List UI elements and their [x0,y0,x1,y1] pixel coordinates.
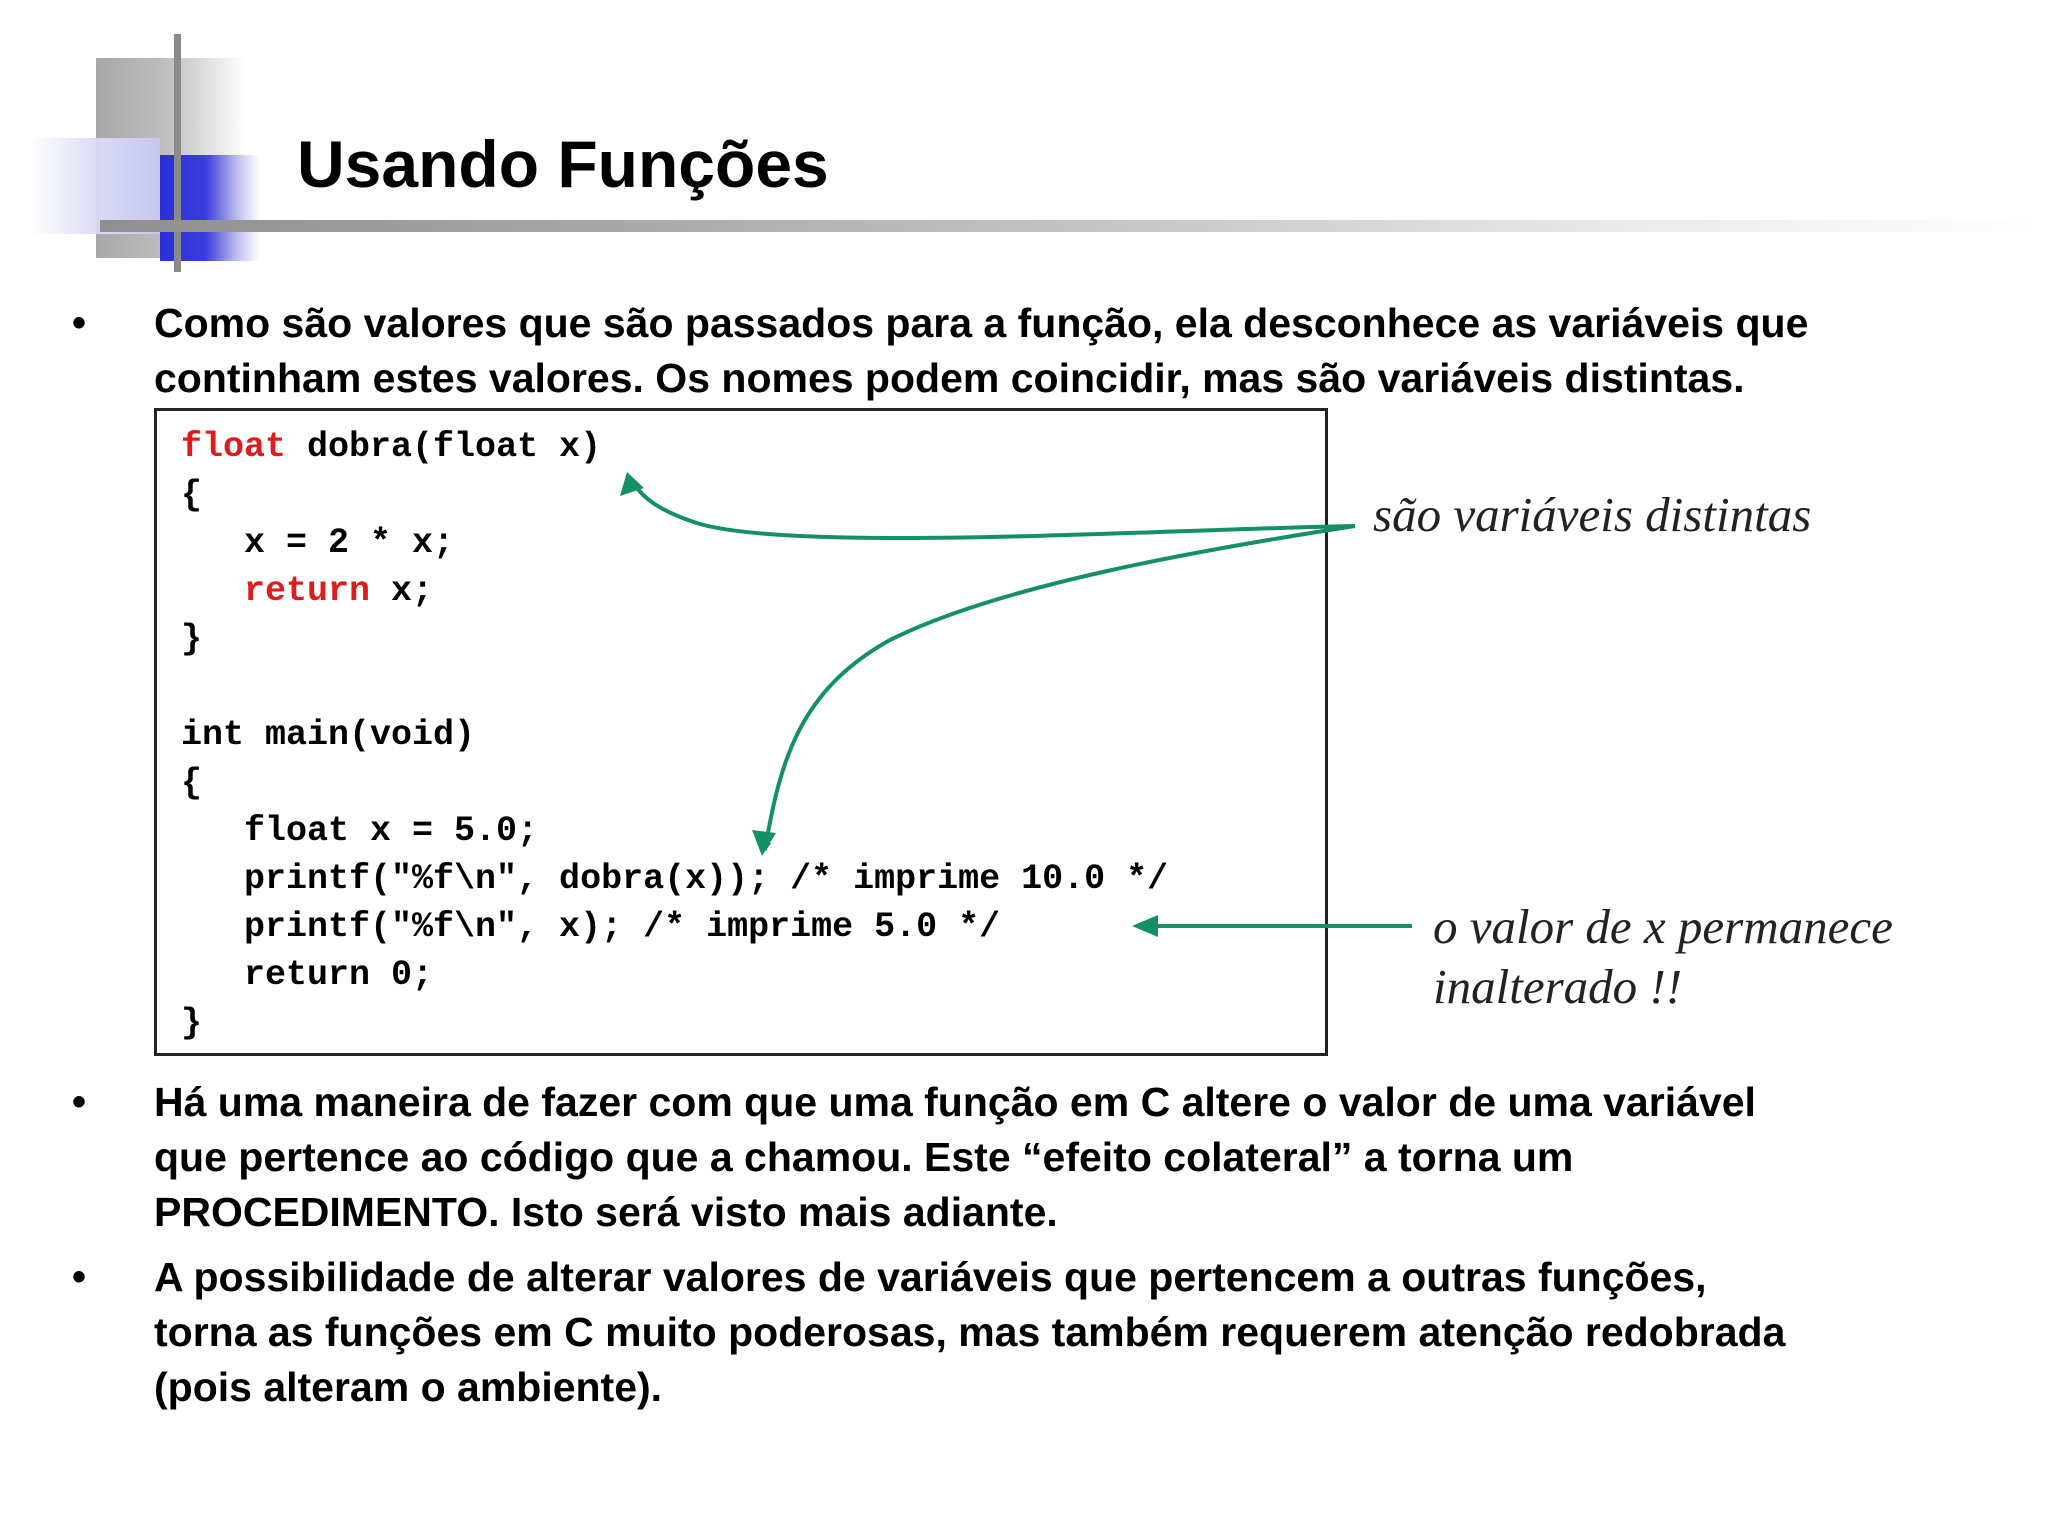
bullet-marker: • [72,1255,87,1299]
code-text: x; [370,571,434,611]
arrow-to-argument-x [765,526,1355,850]
bullet-line: PROCEDIMENTO. Isto será visto mais adiante. [154,1189,1058,1235]
bullet-marker: • [72,301,87,345]
bullet-text [154,1075,2034,1240]
code-line-3: x = 2 * x; [181,523,455,563]
bullet-line: que pertence ao código que a chamou. Este “efeito colateral” a torna um [154,1134,1574,1180]
bullet-line: A possibilidade de alterar valores de variáveis que pertencem a outras funções, [154,1254,1707,1300]
arrow-to-parameter-x [630,478,1355,538]
annotation-unchanged-line-2: inalterado !! [1433,959,1683,1014]
annotation-unchanged-line-1: o valor de x permanece [1433,899,1893,954]
arrowhead-argument [752,830,776,856]
annotation-distinct-variables: são variáveis distintas [1373,487,1812,542]
code-line-9: float x = 5.0; [181,811,539,851]
code-keyword: float [181,427,287,467]
arrowhead-printf [1132,915,1158,937]
bullet-line: Há uma maneira de fazer com que uma função em C altere o valor de uma variável [154,1079,1756,1125]
code-line-7: int main(void) [181,715,476,755]
code-line-5: } [181,619,203,659]
bullet-line: continham estes valores. Os nomes podem coincidir, mas são variáveis distintas. [154,355,1745,401]
bullet-line: Como são valores que são passados para a função, ela desconhece as variáveis que [154,300,1809,346]
code-text: dobra(float x) [286,427,602,467]
code-line-10: printf("%f\n", dobra(x)); /* imprime 10.0 */ [181,859,1169,899]
code-line-11: printf("%f\n", x); /* imprime 5.0 */ [181,907,1001,947]
code-line-8: { [181,763,203,803]
slide-title: Usando Funções [297,127,829,201]
code-line-12: return 0; [181,955,434,995]
bullet-marker: • [72,1080,87,1124]
code-line-13: } [181,1003,203,1043]
bullet-line: torna as funções em C muito poderosas, mas também requerem atenção redobrada [154,1309,1786,1355]
code-line-2: { [181,475,203,515]
code-keyword: return [244,571,371,611]
bullet-text [154,1250,2034,1415]
bullet-line: (pois alteram o ambiente). [154,1364,663,1410]
